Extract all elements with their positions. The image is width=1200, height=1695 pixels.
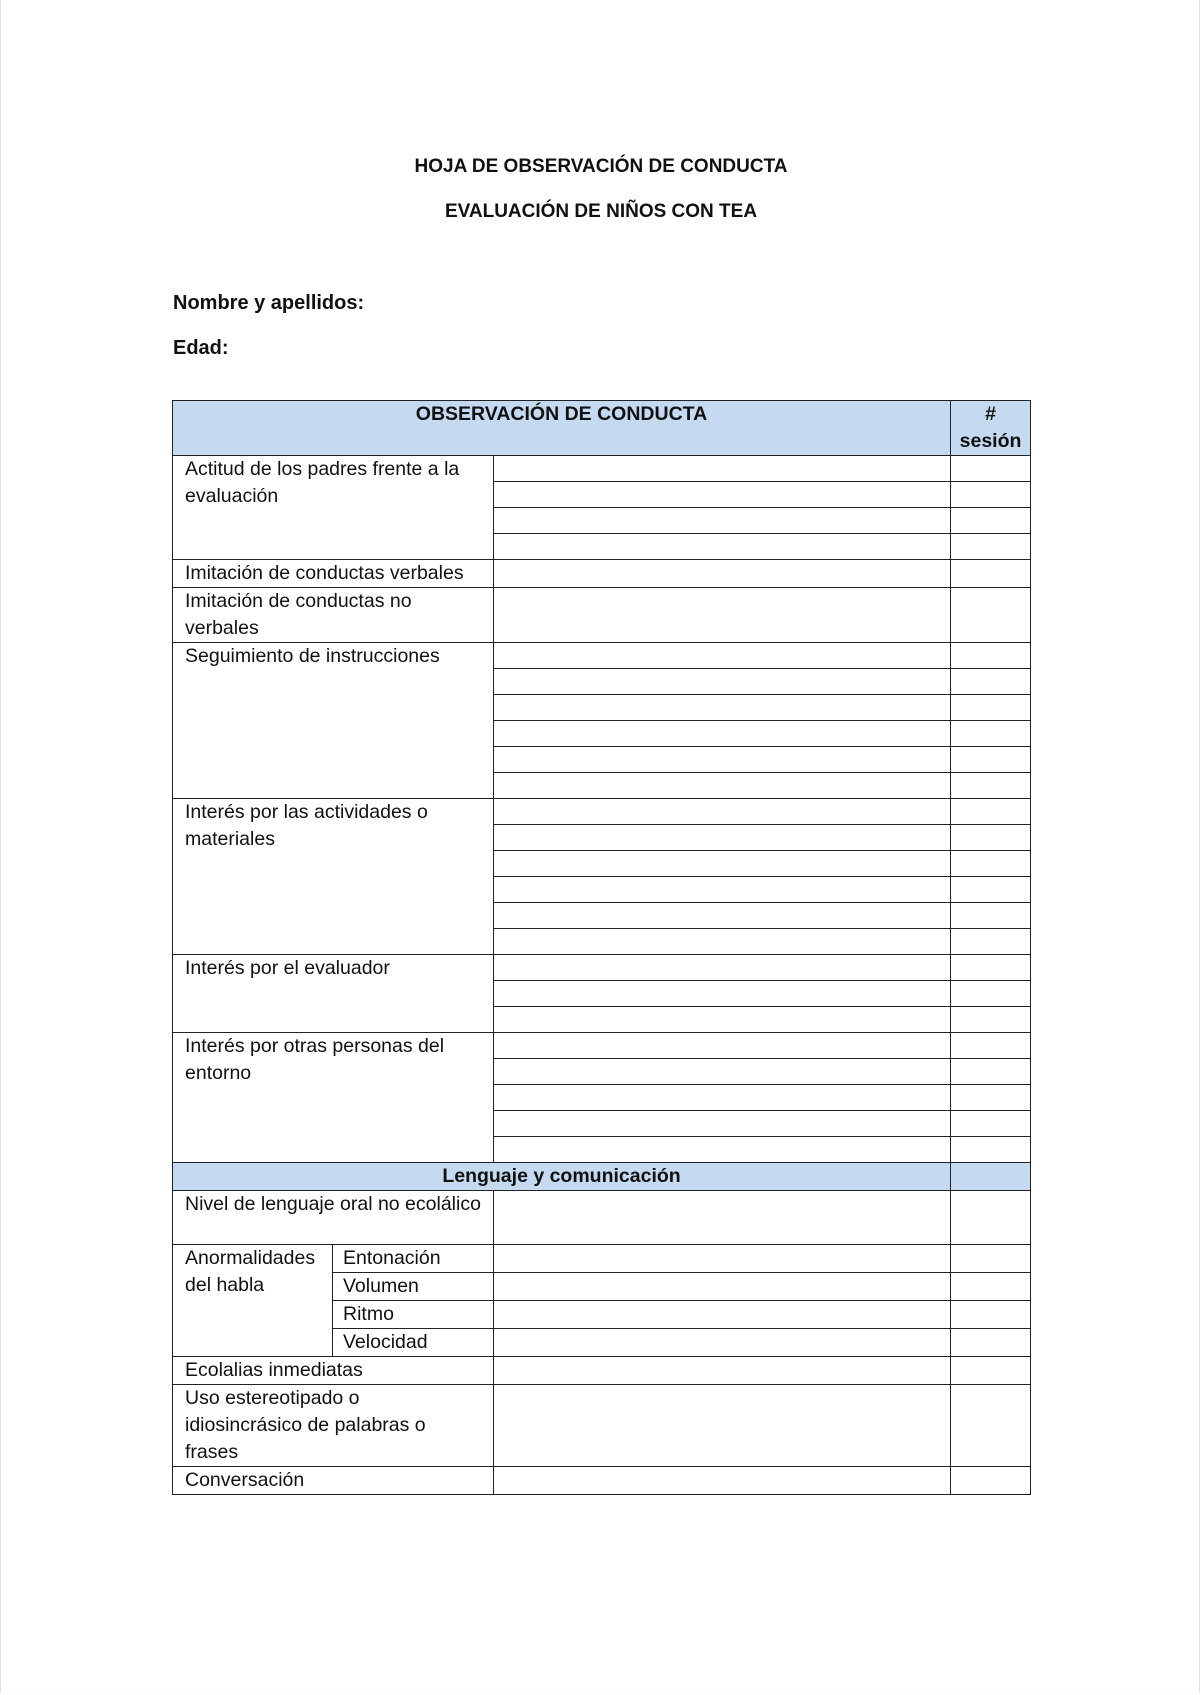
observation-cell[interactable] [494,929,951,955]
row-label-uso-estereotipado: Uso estereotipado o idiosincrásico de palabras o frases [173,1385,494,1467]
name-field-label: Nombre y apellidos: [173,292,365,314]
row-label-nivel-lenguaje: Nivel de lenguaje oral no ecolálico [173,1191,494,1245]
row-label-actitud: Actitud de los padres frente a la evaluación [173,456,494,560]
session-cell[interactable] [951,1111,1031,1137]
observation-cell[interactable] [494,1301,951,1329]
observation-cell[interactable] [494,1273,951,1301]
observation-cell[interactable] [494,1357,951,1385]
observation-cell[interactable] [494,825,951,851]
session-cell[interactable] [951,669,1031,695]
session-cell[interactable] [951,799,1031,825]
sub-label-ritmo: Ritmo [333,1301,494,1329]
observation-cell[interactable] [494,877,951,903]
row-label-conversacion: Conversación [173,1467,494,1495]
session-cell[interactable] [951,534,1031,560]
row-label-anormalidades: Anormalidades del habla [173,1245,333,1357]
observation-cell[interactable] [494,1137,951,1163]
observation-cell[interactable] [494,773,951,799]
session-cell[interactable] [951,695,1031,721]
row-label-interes-personas: Interés por otras personas del entorno [173,1033,494,1163]
observation-table [172,400,1031,1495]
row-label-seguimiento: Seguimiento de instrucciones [173,643,494,799]
section-header-row [173,1163,1031,1191]
session-cell[interactable] [951,508,1031,534]
observation-cell[interactable] [494,851,951,877]
document-title: HOJA DE OBSERVACIÓN DE CONDUCTA [414,156,788,177]
observation-cell[interactable] [494,560,951,588]
session-cell[interactable] [951,1273,1031,1301]
session-cell[interactable] [951,643,1031,669]
observation-header: OBSERVACIÓN DE CONDUCTA [173,401,951,456]
session-cell[interactable] [951,1085,1031,1111]
table-row [173,456,1031,482]
row-label-ecolalias: Ecolalias inmediatas [173,1357,494,1385]
session-cell[interactable] [951,1191,1031,1245]
row-label-imit-no-verbal: Imitación de conductas no verbales [173,588,494,643]
sub-label-velocidad: Velocidad [333,1329,494,1357]
observation-cell[interactable] [494,903,951,929]
row-label-imit-verbal: Imitación de conductas verbales [173,560,494,588]
session-cell[interactable] [951,877,1031,903]
session-cell[interactable] [951,903,1031,929]
observation-cell[interactable] [494,747,951,773]
session-cell[interactable] [951,721,1031,747]
session-cell[interactable] [951,1467,1031,1495]
session-cell[interactable] [951,851,1031,877]
observation-cell[interactable] [494,1467,951,1495]
observation-cell[interactable] [494,1329,951,1357]
session-cell[interactable] [951,747,1031,773]
session-cell[interactable] [951,456,1031,482]
age-field-label: Edad: [173,337,229,359]
observation-cell[interactable] [494,1007,951,1033]
table-row [173,560,1031,588]
sub-label-volumen: Volumen [333,1273,494,1301]
observation-cell[interactable] [494,456,951,482]
observation-cell[interactable] [494,955,951,981]
table-row [173,1467,1031,1495]
table-header-row [173,401,1031,456]
table-row [173,1191,1031,1245]
observation-cell[interactable] [494,1191,951,1245]
section-header-lenguaje: Lenguaje y comunicación [173,1163,951,1191]
observation-cell[interactable] [494,508,951,534]
observation-cell[interactable] [494,981,951,1007]
table-row [173,1245,1031,1273]
table-row [173,1357,1031,1385]
session-cell[interactable] [951,588,1031,643]
session-cell[interactable] [951,1245,1031,1273]
observation-cell[interactable] [494,1059,951,1085]
session-cell[interactable] [951,1137,1031,1163]
session-cell[interactable] [951,1385,1031,1467]
observation-cell[interactable] [494,799,951,825]
session-cell[interactable] [951,1059,1031,1085]
table-row [173,799,1031,825]
observation-cell[interactable] [494,669,951,695]
section-header-session-cell [951,1163,1031,1191]
session-cell[interactable] [951,981,1031,1007]
observation-cell[interactable] [494,1245,951,1273]
session-cell[interactable] [951,1033,1031,1059]
table-row [173,955,1031,981]
observation-cell[interactable] [494,1111,951,1137]
session-cell[interactable] [951,482,1031,508]
observation-cell[interactable] [494,482,951,508]
session-cell[interactable] [951,1329,1031,1357]
row-label-interes-actividades: Interés por las actividades o materiales [173,799,494,955]
table-row [173,643,1031,669]
session-cell[interactable] [951,560,1031,588]
session-cell[interactable] [951,1007,1031,1033]
observation-cell[interactable] [494,588,951,643]
session-cell[interactable] [951,825,1031,851]
session-cell[interactable] [951,929,1031,955]
observation-cell[interactable] [494,1085,951,1111]
session-cell[interactable] [951,1357,1031,1385]
session-header: # sesión [951,401,1031,456]
observation-cell[interactable] [494,1385,951,1467]
document-subtitle: EVALUACIÓN DE NIÑOS CON TEA [444,201,758,222]
table-row [173,1385,1031,1467]
table-row [173,588,1031,643]
observation-cell[interactable] [494,534,951,560]
observation-cell[interactable] [494,1033,951,1059]
observation-cell[interactable] [494,721,951,747]
table-row [173,1033,1031,1059]
session-cell[interactable] [951,773,1031,799]
sub-label-entonacion: Entonación [333,1245,494,1273]
observation-cell[interactable] [494,643,951,669]
observation-cell[interactable] [494,695,951,721]
session-cell[interactable] [951,955,1031,981]
session-cell[interactable] [951,1301,1031,1329]
row-label-interes-evaluador: Interés por el evaluador [173,955,494,1033]
